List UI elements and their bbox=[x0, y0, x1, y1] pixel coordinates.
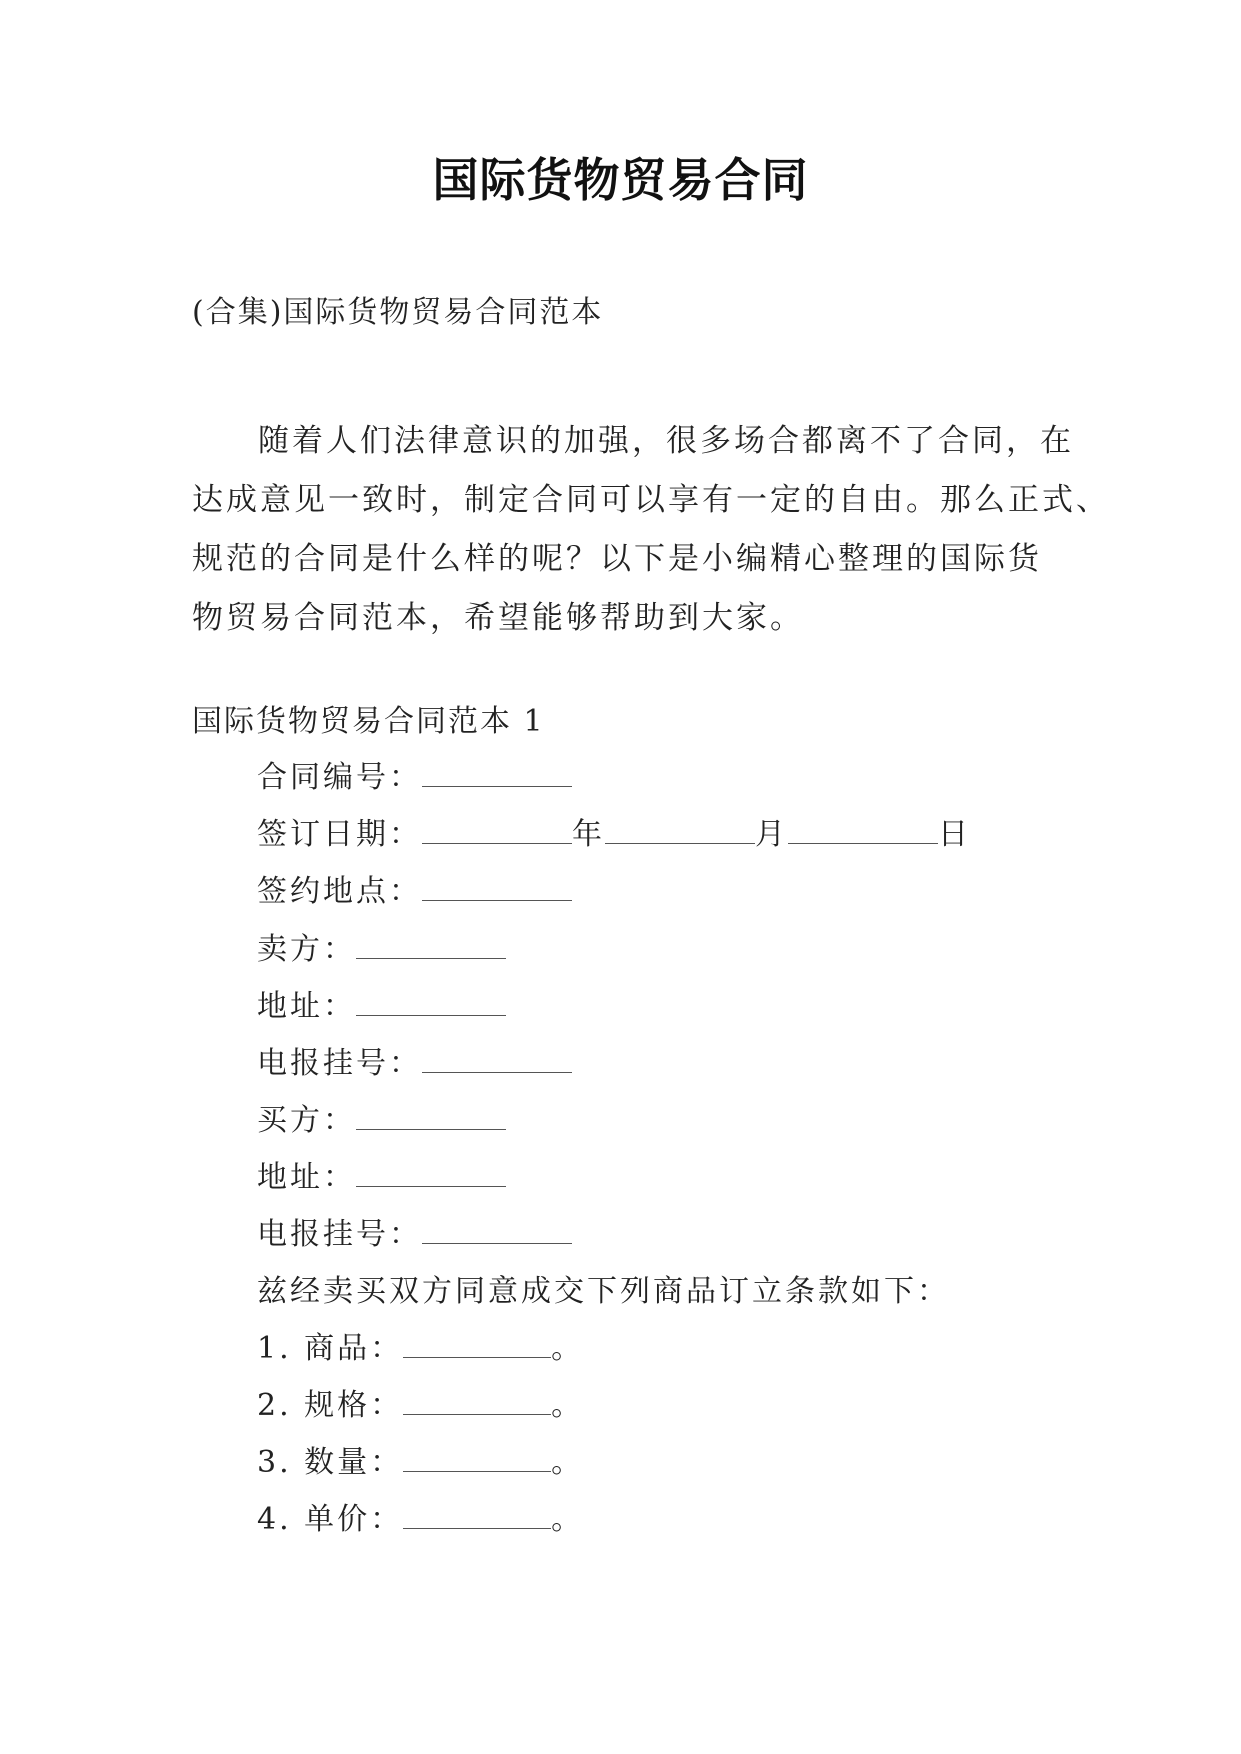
sign-place-label: 签约地点： bbox=[257, 874, 422, 909]
buyer-line bbox=[257, 1101, 506, 1141]
seller-cable-label: 电报挂号： bbox=[257, 1046, 422, 1081]
agreement-line: 兹经卖买双方同意成交下列商品订立条款如下： bbox=[257, 1274, 950, 1309]
sign-place-blank[interactable] bbox=[422, 874, 572, 901]
sign-place-line bbox=[257, 872, 572, 912]
intro-line: 随着人们法律意识的加强，很多场合都离不了合同，在 bbox=[258, 423, 1074, 459]
item-line bbox=[257, 1443, 584, 1483]
month-blank[interactable] bbox=[605, 817, 755, 844]
item-number: 1. bbox=[257, 1331, 292, 1366]
item-blank[interactable] bbox=[403, 1388, 551, 1415]
intro-line: 规范的合同是什么样的呢？以下是小编精心整理的国际货 bbox=[192, 541, 1042, 577]
sign-date-line bbox=[257, 815, 971, 855]
item-number: 2. bbox=[257, 1388, 292, 1423]
seller-blank[interactable] bbox=[356, 932, 506, 959]
collection-heading: (合集)国际货物贸易合同范本 bbox=[192, 295, 604, 330]
item-end: 。 bbox=[551, 1331, 585, 1366]
buyer-address-blank[interactable] bbox=[356, 1160, 506, 1187]
item-label: 规格： bbox=[304, 1388, 404, 1423]
seller-cable-blank[interactable] bbox=[422, 1046, 572, 1073]
buyer-cable-blank[interactable] bbox=[422, 1217, 572, 1244]
item-end: 。 bbox=[551, 1388, 585, 1423]
item-line bbox=[257, 1500, 584, 1540]
month-label: 月 bbox=[755, 817, 788, 852]
item-blank[interactable] bbox=[403, 1502, 551, 1529]
buyer-label: 买方： bbox=[257, 1103, 356, 1138]
seller-line bbox=[257, 930, 506, 970]
sign-date-label: 签订日期： bbox=[257, 817, 422, 852]
year-blank[interactable] bbox=[422, 817, 572, 844]
buyer-address-label: 地址： bbox=[257, 1160, 356, 1195]
item-end: 。 bbox=[551, 1445, 585, 1480]
contract-number-label: 合同编号： bbox=[257, 760, 422, 795]
item-number: 3. bbox=[257, 1445, 292, 1480]
item-number: 4. bbox=[257, 1502, 292, 1537]
item-label: 商品： bbox=[304, 1331, 404, 1366]
year-label: 年 bbox=[572, 817, 605, 852]
item-line bbox=[257, 1386, 584, 1426]
intro-paragraph bbox=[192, 412, 1110, 648]
seller-address-blank[interactable] bbox=[356, 989, 506, 1016]
item-end: 。 bbox=[551, 1502, 585, 1537]
section-heading: 国际货物贸易合同范本 1 bbox=[192, 704, 545, 739]
intro-line: 达成意见一致时，制定合同可以享有一定的自由。那么正式、 bbox=[192, 482, 1110, 518]
buyer-address-line bbox=[257, 1158, 506, 1198]
buyer-blank[interactable] bbox=[356, 1103, 506, 1130]
buyer-cable-label: 电报挂号： bbox=[257, 1217, 422, 1252]
buyer-cable-line bbox=[257, 1215, 572, 1255]
day-blank[interactable] bbox=[788, 817, 938, 844]
document-title: 国际货物贸易合同 bbox=[432, 153, 809, 207]
intro-line: 物贸易合同范本，希望能够帮助到大家。 bbox=[192, 600, 804, 636]
day-label: 日 bbox=[938, 817, 971, 852]
item-line bbox=[257, 1329, 584, 1369]
contract-number-blank[interactable] bbox=[422, 760, 572, 787]
seller-address-label: 地址： bbox=[257, 989, 356, 1024]
item-blank[interactable] bbox=[403, 1331, 551, 1358]
seller-cable-line bbox=[257, 1044, 572, 1084]
item-blank[interactable] bbox=[403, 1445, 551, 1472]
contract-number-line bbox=[257, 758, 572, 798]
seller-label: 卖方： bbox=[257, 932, 356, 967]
item-label: 单价： bbox=[304, 1502, 404, 1537]
seller-address-line bbox=[257, 987, 506, 1027]
item-label: 数量： bbox=[304, 1445, 404, 1480]
